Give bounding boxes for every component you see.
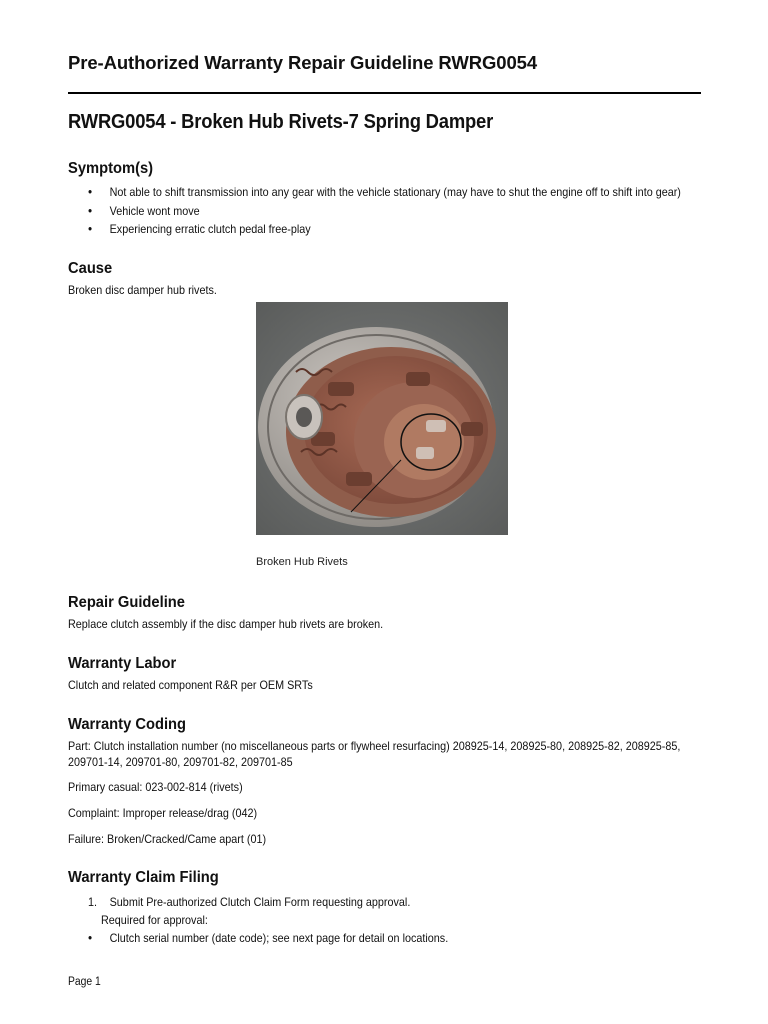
cause-text: Broken disc damper hub rivets. bbox=[68, 283, 217, 297]
repair-text: Replace clutch assembly if the disc damper hub rivets are broken. bbox=[68, 617, 384, 631]
document-page: Pre-Authorized Warranty Repair Guideline RWRG0054 RWRG0054 - Broken Hub Rivets-7 Spring Damper Symptom(s) • Not able to shift transmission into any gear with the vehicle stationary (may have to shut the engine off to shift into gear) • Vehicle wont move • Experiencing erratic clutch pedal free-play Cause Broken disc damper hub rivets. Broken Hub Rivets Repair Guideline Replace clutch assembly if the disc damper hub rivets are broken. Warranty Labor Clutch and related component R&R per OEM SRTs Warranty Coding Part: Clutch installation number (no miscellaneous parts or flywheel resurfacing) 208925-14, 208925-80, 208925-82, 208925-85, 209701-14, 209701-80, 209701-82, 209701-85 Primary casual: 023-002-814 (rivets) Complaint: Improper release/drag (042) Failure: Broken/Cracked/Came apart (01) Warranty Claim Filing 1. Submit Pre-authorized Clutch Claim Form requesting approval. Required for approval: • Clutch serial number (date code); see next page for detail on locations. Page 1 bbox=[68, 0, 701, 1024]
cause-heading: Cause bbox=[68, 260, 113, 277]
claim-required-text: Required for approval: bbox=[101, 913, 208, 927]
page-number: Page 1 bbox=[68, 976, 101, 988]
header-divider bbox=[68, 92, 701, 94]
coding-heading: Warranty Coding bbox=[68, 716, 187, 733]
figure-caption: Broken Hub Rivets bbox=[256, 556, 348, 568]
labor-heading: Warranty Labor bbox=[68, 655, 177, 672]
bullet-icon: • bbox=[88, 203, 93, 218]
coding-failure-text: Failure: Broken/Cracked/Came apart (01) bbox=[68, 832, 267, 846]
bullet-icon: • bbox=[88, 184, 93, 199]
document-title: RWRG0054 - Broken Hub Rivets-7 Spring Damper bbox=[68, 111, 494, 133]
labor-text: Clutch and related component R&R per OEM SRTs bbox=[68, 678, 313, 692]
document-header-title: Pre-Authorized Warranty Repair Guideline RWRG0054 bbox=[68, 52, 538, 73]
repair-heading: Repair Guideline bbox=[68, 594, 185, 611]
claim-heading: Warranty Claim Filing bbox=[68, 869, 219, 886]
clutch-disc-photo bbox=[256, 302, 508, 535]
symptoms-heading: Symptom(s) bbox=[68, 160, 154, 177]
bullet-icon: • bbox=[88, 221, 93, 236]
coding-primary-text: Primary casual: 023-002-814 (rivets) bbox=[68, 780, 243, 794]
coding-part-text: Part: Clutch installation number (no miscellaneous parts or flywheel resurfacing) 208925-14, 208925-80, 208925-82, 208925-85, 209701-14, 209701-80, 209701-82, 209701-85 bbox=[68, 739, 681, 769]
coding-complaint-text: Complaint: Improper release/drag (042) bbox=[68, 806, 258, 820]
bullet-icon: • bbox=[88, 930, 93, 945]
